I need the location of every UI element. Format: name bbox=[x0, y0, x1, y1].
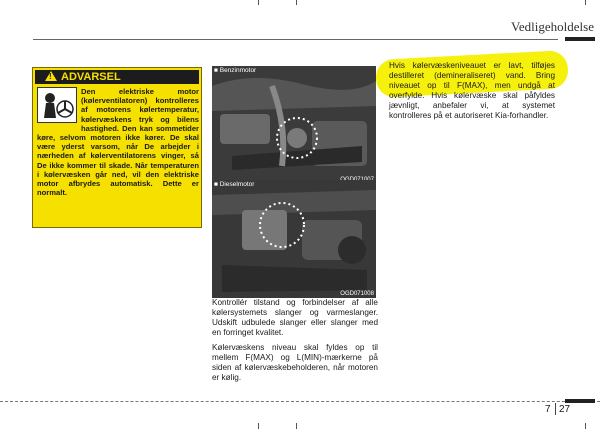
warning-title: ADVARSEL bbox=[61, 71, 121, 83]
figure-diesel-engine bbox=[212, 180, 376, 298]
paragraph-hoses: Kontrollér tilstand og forbindelser af alle kølersystemets slanger og varmeslanger. Udskift udbulede slanger eller slanger med en forringet kvalitet. bbox=[212, 298, 378, 337]
body-text bbox=[212, 298, 378, 388]
header-rule bbox=[33, 39, 558, 40]
warning-text: Den elektriske motor (kølerventilatoren) kontrolleres af motorens kølertemperatur, kølervæskens tryk og bilens hastighed. Den kan sommetider køre, selvom motoren ikke kører. De skal være yderst varsom, når De arbejder i nærheden af kølerventilatorens vinger, så De ikke kommer til skade. Når temperaturen i kølervæsken går ned, vil den elektriske motor afbrydes automatisk. Dette er normalt. bbox=[37, 87, 199, 198]
figure-label: ■ Dieselmotor bbox=[214, 181, 255, 188]
paragraph-coolant-level: Kølervæskens niveau skal fyldes op til mellem F(MAX) og L(MIN)-mærkerne på siden af kølervæskebeholderen, når motoren er kølig. bbox=[212, 343, 378, 382]
warning-box bbox=[32, 67, 202, 228]
footer-rule bbox=[0, 401, 600, 403]
crop-marks-bottom bbox=[0, 421, 600, 429]
chapter-number: 7 bbox=[545, 404, 551, 415]
section-title: Vedligeholdelse bbox=[510, 19, 594, 34]
footer-tab-marker bbox=[565, 399, 595, 403]
figure-label: ■ Benzinmotor bbox=[214, 67, 257, 74]
page-separator bbox=[555, 403, 556, 415]
page-number: 27 bbox=[559, 404, 571, 415]
warning-header bbox=[35, 70, 199, 84]
warning-triangle-icon bbox=[45, 71, 57, 81]
crop-marks-top bbox=[0, 0, 600, 6]
right-column-text: Hvis kølervæskeniveauet er lavt, tilføjes destilleret (demineraliseret) vand. Bring niveauet op til F(MAX), men undgå at overfylde. Hvis kølervæske skal påfyldes jævnligt, anbefaler vi, at systemet kontrolleres på et autoriseret Kia-forhandler. bbox=[389, 61, 555, 120]
figure-code: OGD071008 bbox=[340, 291, 374, 297]
figure-benzin-engine bbox=[212, 66, 376, 184]
header-tab-marker bbox=[565, 37, 595, 41]
